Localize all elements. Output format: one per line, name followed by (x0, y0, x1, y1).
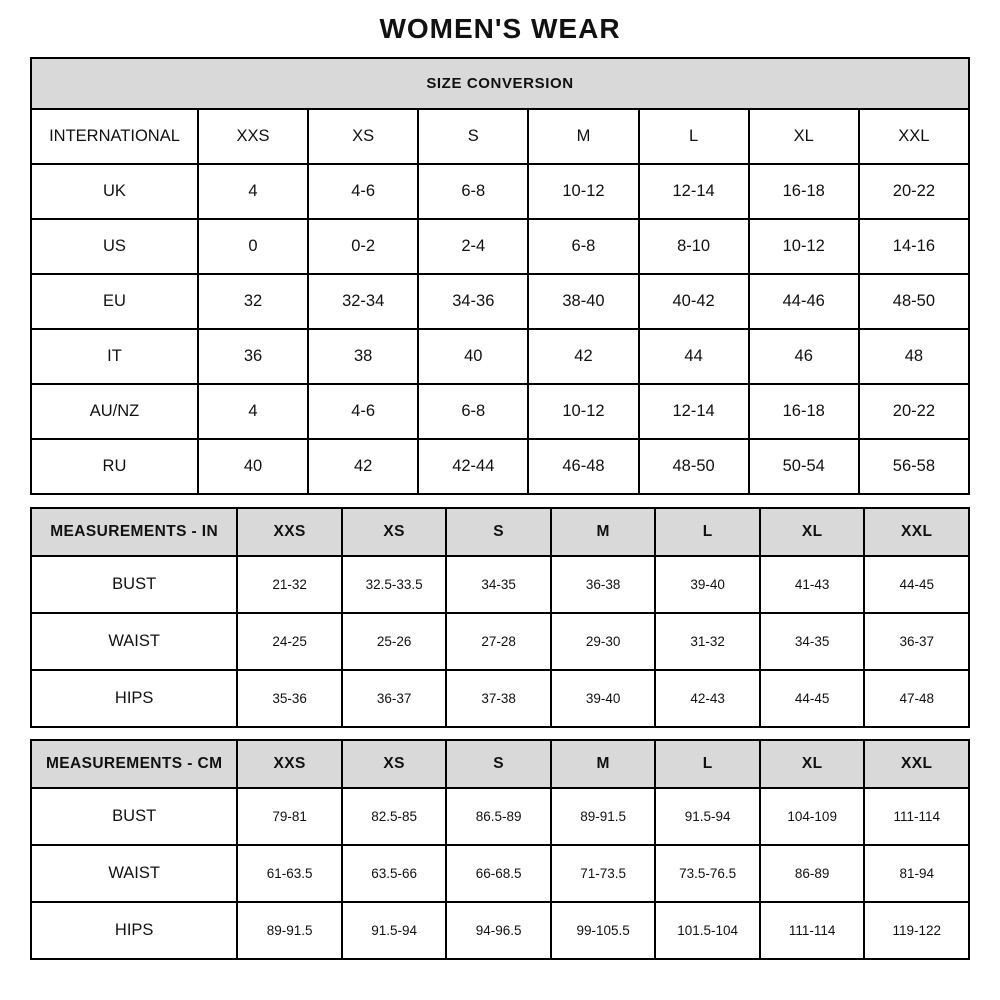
measurements-cm-title: MEASUREMENTS - CM (31, 740, 237, 788)
column-header: XL (760, 740, 865, 788)
row-label-ru: RU (31, 439, 198, 494)
table-cell: 0 (198, 219, 308, 274)
table-row (31, 329, 969, 384)
table-cell: 42 (308, 439, 418, 494)
table-band-row (31, 58, 969, 109)
table-cell: 48-50 (639, 439, 749, 494)
table-cell: 56-58 (859, 439, 969, 494)
row-label-uk: UK (31, 164, 198, 219)
table-cell: 4-6 (308, 164, 418, 219)
table-cell: 6-8 (418, 384, 528, 439)
table-cell: 48-50 (859, 274, 969, 329)
row-label-hips: HIPS (31, 670, 237, 727)
column-header: XXL (864, 740, 969, 788)
table-cell: 81-94 (864, 845, 969, 902)
column-header: XXS (237, 508, 342, 556)
table-cell: 99-105.5 (551, 902, 656, 959)
table-cell: 4 (198, 384, 308, 439)
table-cell: 47-48 (864, 670, 969, 727)
table-cell: 86.5-89 (446, 788, 551, 845)
table-cell: 10-12 (528, 384, 638, 439)
table-cell: 36-37 (864, 613, 969, 670)
column-header: S (446, 508, 551, 556)
table-cell: 39-40 (655, 556, 760, 613)
table-cell: 0-2 (308, 219, 418, 274)
table-cell: 6-8 (418, 164, 528, 219)
table-cell: 25-26 (342, 613, 447, 670)
table-cell: 101.5-104 (655, 902, 760, 959)
table-cell: 34-35 (760, 613, 865, 670)
table-cell: 111-114 (760, 902, 865, 959)
column-header: XL (749, 109, 859, 164)
column-header-international: INTERNATIONAL (31, 109, 198, 164)
table-cell: 32 (198, 274, 308, 329)
table-cell: 16-18 (749, 384, 859, 439)
table-cell: 32.5-33.5 (342, 556, 447, 613)
table-cell: 40 (418, 329, 528, 384)
row-label-waist: WAIST (31, 845, 237, 902)
table-cell: 46-48 (528, 439, 638, 494)
table-cell: 34-36 (418, 274, 528, 329)
table-cell: 36-37 (342, 670, 447, 727)
measurements-in-title: MEASUREMENTS - IN (31, 508, 237, 556)
table-row (31, 670, 969, 727)
table-cell: 34-35 (446, 556, 551, 613)
column-header-row (31, 508, 969, 556)
column-header: L (655, 740, 760, 788)
column-header: XXS (198, 109, 308, 164)
table-cell: 10-12 (749, 219, 859, 274)
table-cell: 8-10 (639, 219, 749, 274)
column-header: XS (342, 740, 447, 788)
table-cell: 6-8 (528, 219, 638, 274)
table-cell: 91.5-94 (655, 788, 760, 845)
table-cell: 40 (198, 439, 308, 494)
table-cell: 44-46 (749, 274, 859, 329)
table-cell: 29-30 (551, 613, 656, 670)
table-row (31, 902, 969, 959)
table-cell: 12-14 (639, 384, 749, 439)
table-cell: 73.5-76.5 (655, 845, 760, 902)
table-row (31, 613, 969, 670)
measurements-in-table (30, 507, 970, 728)
table-cell: 44-45 (760, 670, 865, 727)
table-cell: 36 (198, 329, 308, 384)
table-cell: 4-6 (308, 384, 418, 439)
table-cell: 31-32 (655, 613, 760, 670)
row-label-bust: BUST (31, 788, 237, 845)
measurements-cm-table (30, 739, 970, 960)
column-header: XS (342, 508, 447, 556)
table-cell: 20-22 (859, 164, 969, 219)
table-cell: 38-40 (528, 274, 638, 329)
table-row (31, 274, 969, 329)
table-cell: 82.5-85 (342, 788, 447, 845)
table-cell: 35-36 (237, 670, 342, 727)
column-header: XS (308, 109, 418, 164)
table-cell: 42-44 (418, 439, 528, 494)
column-header: XL (760, 508, 865, 556)
column-header: M (551, 508, 656, 556)
table-cell: 37-38 (446, 670, 551, 727)
row-label-us: US (31, 219, 198, 274)
column-header: XXS (237, 740, 342, 788)
table-cell: 41-43 (760, 556, 865, 613)
table-row (31, 556, 969, 613)
table-cell: 44-45 (864, 556, 969, 613)
table-cell: 10-12 (528, 164, 638, 219)
table-cell: 50-54 (749, 439, 859, 494)
column-header: S (446, 740, 551, 788)
column-header: XXL (864, 508, 969, 556)
table-cell: 86-89 (760, 845, 865, 902)
table-row (31, 439, 969, 494)
table-cell: 24-25 (237, 613, 342, 670)
page-title: WOMEN'S WEAR (379, 13, 621, 44)
table-cell: 66-68.5 (446, 845, 551, 902)
table-cell: 48 (859, 329, 969, 384)
size-conversion-title: SIZE CONVERSION (31, 58, 969, 109)
table-cell: 39-40 (551, 670, 656, 727)
table-cell: 94-96.5 (446, 902, 551, 959)
table-cell: 36-38 (551, 556, 656, 613)
row-label-bust: BUST (31, 556, 237, 613)
table-cell: 4 (198, 164, 308, 219)
column-header: S (418, 109, 528, 164)
table-cell: 89-91.5 (551, 788, 656, 845)
row-label-eu: EU (31, 274, 198, 329)
table-cell: 46 (749, 329, 859, 384)
table-cell: 71-73.5 (551, 845, 656, 902)
column-header: M (528, 109, 638, 164)
table-cell: 61-63.5 (237, 845, 342, 902)
table-cell: 119-122 (864, 902, 969, 959)
table-cell: 32-34 (308, 274, 418, 329)
table-cell: 91.5-94 (342, 902, 447, 959)
table-cell: 42-43 (655, 670, 760, 727)
table-cell: 14-16 (859, 219, 969, 274)
column-header: XXL (859, 109, 969, 164)
table-cell: 79-81 (237, 788, 342, 845)
row-label-aunz: AU/NZ (31, 384, 198, 439)
table-cell: 12-14 (639, 164, 749, 219)
table-cell: 2-4 (418, 219, 528, 274)
table-row (31, 219, 969, 274)
row-label-hips: HIPS (31, 902, 237, 959)
table-cell: 104-109 (760, 788, 865, 845)
column-header: L (639, 109, 749, 164)
table-cell: 63.5-66 (342, 845, 447, 902)
table-cell: 27-28 (446, 613, 551, 670)
table-row (31, 788, 969, 845)
table-cell: 89-91.5 (237, 902, 342, 959)
row-label-waist: WAIST (31, 613, 237, 670)
table-cell: 20-22 (859, 384, 969, 439)
table-row (31, 384, 969, 439)
column-header-row (31, 740, 969, 788)
table-cell: 44 (639, 329, 749, 384)
table-cell: 21-32 (237, 556, 342, 613)
table-cell: 40-42 (639, 274, 749, 329)
column-header-row (31, 109, 969, 164)
table-row (31, 164, 969, 219)
table-cell: 38 (308, 329, 418, 384)
column-header: L (655, 508, 760, 556)
table-cell: 111-114 (864, 788, 969, 845)
size-conversion-table (30, 57, 970, 495)
column-header: M (551, 740, 656, 788)
table-cell: 16-18 (749, 164, 859, 219)
table-row (31, 845, 969, 902)
table-cell: 42 (528, 329, 638, 384)
row-label-it: IT (31, 329, 198, 384)
